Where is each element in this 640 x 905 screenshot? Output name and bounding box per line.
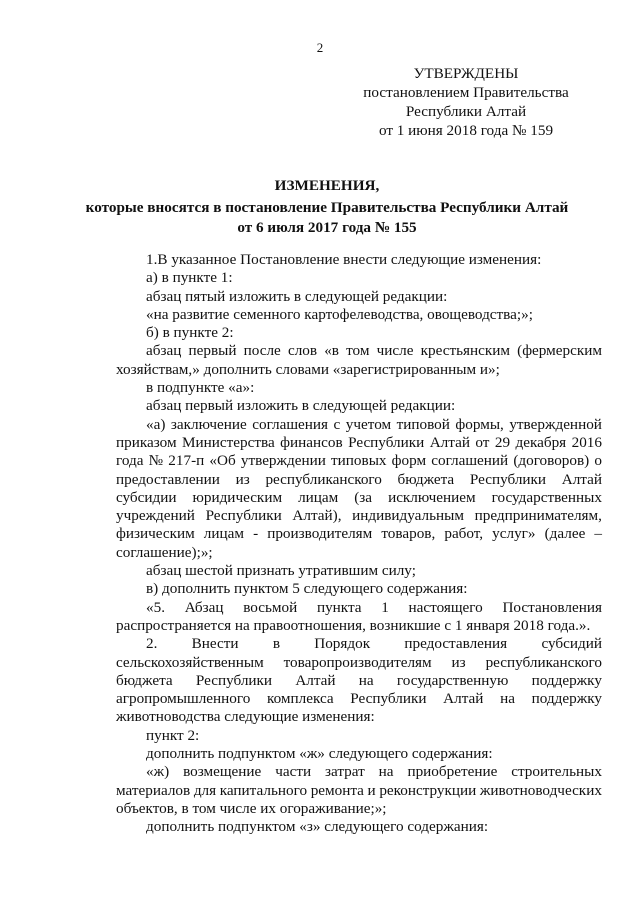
text-segment: поддержку: [531, 671, 602, 689]
text-segment: абзац первый изложить в следующей редакции:: [146, 397, 456, 415]
text-line: [116, 471, 602, 489]
text-segment: «ж): [146, 763, 170, 781]
text-segment: на: [358, 671, 374, 689]
approval-heading: УТВЕРЖДЕНЫ: [413, 65, 519, 82]
text-segment: реконструкции: [379, 781, 477, 799]
text-segment: животноводческих: [479, 781, 602, 799]
text-segment: абзац шестой признать утратившим силу;: [146, 562, 416, 580]
text-segment: дополнить подпунктом «з» следующего содержания:: [146, 818, 489, 836]
text-segment: комплекса: [266, 690, 334, 708]
text-segment: лицам: [203, 525, 244, 543]
document-title: [40, 176, 614, 238]
text-segment: о: [594, 452, 602, 470]
text-segment: материалов: [116, 781, 191, 799]
text-line: [116, 361, 602, 379]
text-line: [116, 379, 602, 397]
text-segment: на: [500, 690, 515, 708]
text-segment: учетом: [345, 415, 392, 433]
text-line: [116, 489, 602, 507]
text-line: [116, 818, 602, 836]
title-subline: которые вносятся в постановление Правительства Республики Алтай: [85, 199, 569, 216]
text-segment: предоставлении: [116, 470, 220, 488]
text-segment: 1: [381, 598, 389, 616]
text-segment: «Об: [209, 452, 236, 470]
text-segment: части: [275, 763, 312, 781]
text-segment: и: [367, 781, 376, 799]
text-segment: строительных: [511, 763, 602, 781]
text-line: [116, 782, 602, 800]
text-segment: бюджета: [397, 470, 455, 488]
text-segment: года: [116, 452, 144, 470]
text-segment: 2.: [146, 635, 158, 653]
text-segment: хозяйствам,» дополнить словами «зарегистрированным и»;: [116, 360, 500, 378]
text-segment: объектов, в том числе их огораживание;»;: [116, 799, 387, 817]
document-body: [116, 251, 602, 837]
text-segment: «5.: [146, 598, 165, 616]
text-segment: государственных: [491, 488, 602, 506]
text-line: [116, 580, 602, 598]
text-segment: государственную: [396, 671, 509, 689]
text-segment: предпринимателям,: [474, 507, 602, 525]
text-segment: возмещение: [183, 763, 262, 781]
text-segment: сельскохозяйственным: [116, 653, 264, 671]
text-segment: 217-п: [168, 452, 205, 470]
text-segment: типовой: [396, 415, 450, 433]
text-line: [116, 599, 602, 617]
text-segment: формы,: [455, 415, 504, 433]
page-number: 2: [316, 40, 324, 55]
text-segment: –: [594, 525, 602, 543]
text-segment: работ,: [444, 525, 484, 543]
text-line: [116, 763, 602, 781]
text-segment: 29: [494, 433, 511, 451]
text-segment: для: [193, 781, 217, 799]
text-segment: затрат: [325, 763, 365, 781]
approval-line: постановлением Правительства: [363, 84, 569, 101]
text-segment: декабря: [515, 433, 567, 451]
text-segment: (договоров): [513, 452, 590, 470]
text-segment: исключением: [388, 488, 476, 506]
text-segment: утвержденной: [509, 415, 602, 433]
text-segment: №: [148, 452, 164, 470]
text-segment: 2016: [571, 433, 602, 451]
text-segment: ремонта: [310, 781, 364, 799]
text-segment: б) в пункте 2:: [146, 324, 234, 342]
text-segment: Министерства: [182, 433, 275, 451]
text-segment: субсидии: [116, 488, 177, 506]
text-segment: пункта: [316, 598, 362, 616]
text-segment: «на развитие семенного картофелеводства, овощеводства;»;: [146, 305, 533, 323]
text-segment: Республики: [195, 671, 273, 689]
text-segment: -: [253, 525, 259, 543]
text-segment: слов: [287, 342, 318, 360]
text-segment: финансов: [280, 433, 343, 451]
text-segment: Республики: [350, 690, 427, 708]
text-segment: распространяется на правоотношения, возникшие с 1 января 2018 года.».: [116, 616, 591, 634]
text-segment: юридическим: [192, 488, 283, 506]
text-segment: поддержку: [531, 690, 602, 708]
text-segment: в подпункте «а»:: [146, 379, 255, 397]
text-segment: Республики: [205, 507, 282, 525]
text-segment: республиканского: [265, 470, 382, 488]
text-segment: капитального: [219, 781, 308, 799]
text-segment: типовых: [331, 452, 387, 470]
text-line: [116, 708, 602, 726]
text-line: [116, 324, 602, 342]
text-segment: Алтай: [429, 433, 470, 451]
text-segment: В указанное Постановление внести следующие изменения:: [157, 251, 542, 268]
text-segment: 1.: [146, 251, 158, 268]
text-segment: на: [378, 763, 394, 781]
text-segment: товаропроизводителям: [283, 653, 432, 671]
text-segment: приказом: [116, 433, 177, 451]
text-segment: Порядок: [314, 635, 371, 653]
text-segment: Алтай: [443, 690, 484, 708]
text-segment: абзац пятый изложить в следующей редакции:: [146, 287, 448, 305]
text-segment: бюджета: [116, 671, 173, 689]
text-line: [116, 745, 602, 763]
text-segment: приобретение: [407, 763, 498, 781]
approval-stamp: [330, 64, 602, 140]
title-heading: ИЗМЕНЕНИЯ,: [274, 177, 380, 194]
text-segment: Алтай: [561, 470, 602, 488]
text-line: [116, 342, 602, 360]
text-segment: Абзац: [184, 598, 224, 616]
text-line: [116, 690, 602, 708]
text-line: [116, 452, 602, 470]
text-line: [116, 251, 602, 269]
text-segment: дополнить подпунктом «ж» следующего содержания:: [146, 745, 493, 763]
text-segment: из: [451, 653, 466, 671]
text-segment: лицам: [298, 488, 339, 506]
text-segment: субсидий: [541, 635, 602, 653]
text-segment: из: [235, 470, 250, 488]
text-line: [116, 562, 602, 580]
text-segment: соглашения: [252, 415, 329, 433]
text-segment: услуг»: [492, 525, 536, 543]
text-line: [116, 288, 602, 306]
text-segment: товаров,: [381, 525, 436, 543]
text-segment: животноводства следующие изменения:: [116, 708, 375, 726]
text-segment: Алтай: [295, 671, 336, 689]
text-segment: Республики: [348, 433, 425, 451]
text-line: [116, 525, 602, 543]
text-line: [116, 416, 602, 434]
text-segment: Постановления: [502, 598, 602, 616]
text-segment: (фермерским: [517, 342, 602, 360]
text-segment: «а): [146, 415, 166, 433]
text-segment: в) дополнить пунктом 5 следующего содержания:: [146, 580, 468, 598]
text-segment: Внести: [191, 635, 239, 653]
text-segment: крестьянским: [420, 342, 510, 360]
text-segment: (за: [354, 488, 373, 506]
text-line: [116, 397, 602, 415]
text-line: [116, 306, 602, 324]
text-line: [116, 617, 602, 635]
text-line: [116, 434, 602, 452]
approval-line: от 1 июня 2018 года № 159: [378, 122, 554, 139]
text-segment: индивидуальным: [352, 507, 464, 525]
text-line: [116, 654, 602, 672]
text-segment: заключение: [170, 415, 247, 433]
text-segment: числе: [376, 342, 414, 360]
text-segment: соглашений: [431, 452, 509, 470]
text-segment: учреждений: [116, 507, 195, 525]
approval-line: Республики Алтай: [405, 103, 527, 120]
text-line: [116, 672, 602, 690]
text-segment: от: [475, 433, 490, 451]
text-line: [116, 269, 602, 287]
text-segment: республиканского: [485, 653, 602, 671]
text-segment: том: [346, 342, 370, 360]
text-line: [116, 544, 602, 562]
text-segment: с: [333, 415, 341, 433]
text-segment: в: [272, 635, 280, 653]
text-segment: предоставления: [404, 635, 508, 653]
text-segment: (далее: [544, 525, 586, 543]
text-segment: пункт 2:: [146, 726, 200, 744]
text-segment: «в: [324, 342, 339, 360]
text-segment: первый: [188, 342, 237, 360]
text-segment: после: [243, 342, 281, 360]
text-segment: производителям: [267, 525, 373, 543]
text-segment: физическим: [116, 525, 195, 543]
text-line: [116, 507, 602, 525]
text-segment: настоящего: [408, 598, 483, 616]
text-segment: соглашение);»;: [116, 543, 213, 561]
text-segment: восьмой: [243, 598, 298, 616]
title-subline: от 6 июля 2017 года № 155: [237, 219, 417, 236]
text-segment: утверждении: [240, 452, 326, 470]
text-segment: Алтай),: [292, 507, 342, 525]
text-segment: абзац: [146, 342, 182, 360]
text-segment: Республики: [469, 470, 547, 488]
text-segment: форм: [391, 452, 427, 470]
text-segment: а) в пункте 1:: [146, 269, 233, 287]
text-line: [116, 800, 602, 818]
text-line: [116, 727, 602, 745]
text-segment: агропромышленного: [116, 690, 251, 708]
text-line: [116, 635, 602, 653]
